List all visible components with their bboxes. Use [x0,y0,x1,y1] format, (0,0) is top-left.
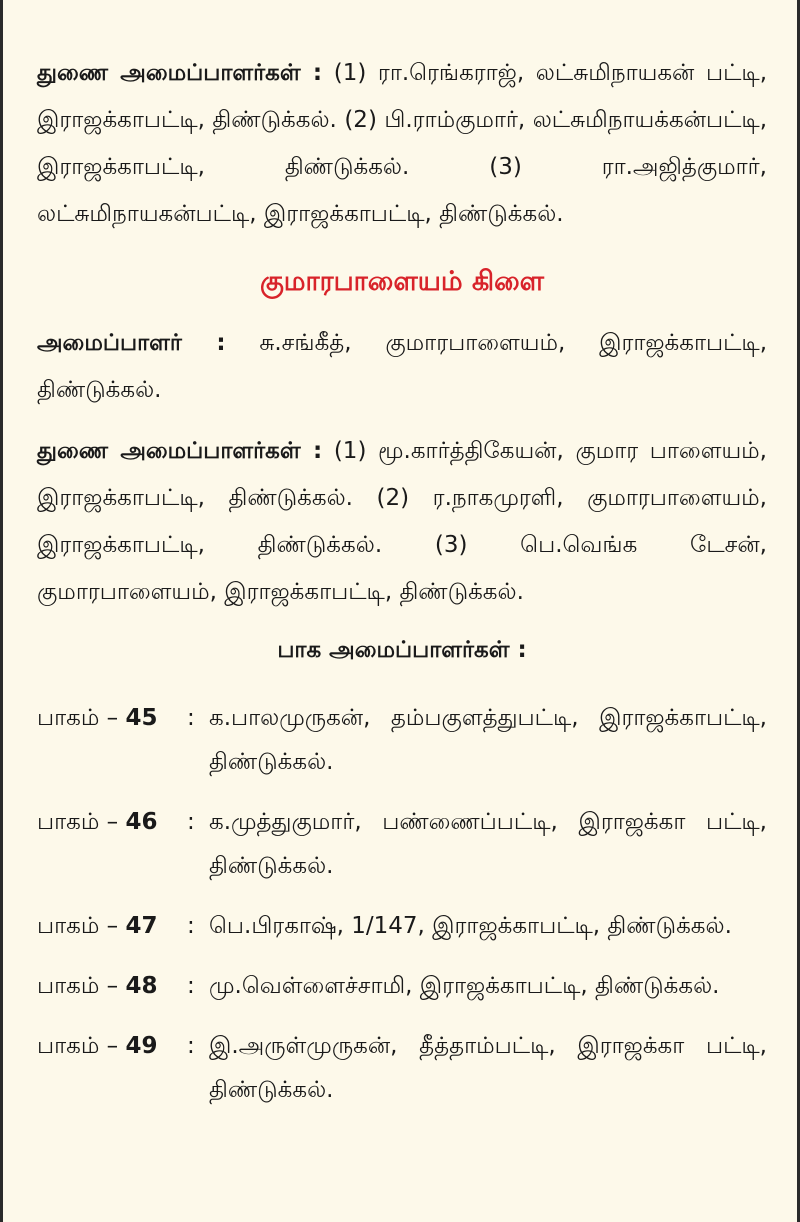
booth-row [37,964,767,1008]
booth-organizer-text: இ.அருள்முருகன், தீத்தாம்பட்டி, இராஜக்கா பட்டி, திண்டுக்கல். [209,1033,767,1103]
booth-row [37,696,767,784]
booth-row [37,904,767,948]
booth-number: 48 [125,973,158,999]
booth-organizer-text: க.முத்துகுமார், பண்ணைப்பட்டி, இராஜக்கா பட்டி, திண்டுக்கல். [209,809,767,879]
booth-organizer-text: க.பாலமுருகன், தம்பகுளத்துபட்டி, இராஜக்காபட்டி, திண்டுக்கல். [209,705,767,775]
booth-colon: : [187,913,195,939]
booth-label-word: பாகம் – [37,913,126,939]
booth-label [37,964,187,1008]
booth-number: 47 [125,913,158,939]
booth-label [37,904,187,948]
branch-organizer-text: சு.சங்கீத், குமாரபாளையம், இராஜக்காபட்டி, திண்டுக்கல். [37,330,768,403]
branch-assistants-label: துணை அமைப்பாளர்கள் : [37,438,323,464]
booth-label [37,1024,187,1112]
booth-label-word: பாகம் – [37,1033,126,1059]
booth-label-word: பாகம் – [37,705,126,731]
booth-label-word: பாகம் – [37,973,126,999]
assistant-organizers-paragraph [37,50,767,238]
booth-colon: : [187,809,195,835]
branch-heading: குமாரபாளையம் கிளை [259,266,545,297]
booth-row [37,800,767,888]
booth-label [37,696,187,784]
booth-number: 49 [125,1033,158,1059]
booth-organizers-heading: பாக அமைப்பாளர்கள் : [277,637,527,663]
booth-colon: : [187,1033,195,1059]
booth-number: 45 [125,705,158,731]
branch-assistants-paragraph [37,428,767,616]
booth-number: 46 [125,809,158,835]
booth-organizer-text: பெ.பிரகாஷ், 1/147, இராஜக்காபட்டி, திண்டுக்கல். [209,913,732,939]
booth-organizer-text: மு.வெள்ளைச்சாமி, இராஜக்காபட்டி, திண்டுக்கல். [209,973,720,999]
booth-label [37,800,187,888]
branch-organizer-label: அமைப்பாளர் : [37,330,226,356]
branch-assistants-text: (1) மூ.கார்த்திகேயன், குமார பாளையம், இராஜக்காபட்டி, திண்டுக்கல். (2) ர.நாகமுரளி, குமாரபாளையம், இராஜக்காபட்டி, திண்டுக்கல். (3) பெ.வெங்க டேசன், குமாரபாளையம், இராஜக்காபட்டி, திண்டுக்கல். [37,438,767,605]
booth-colon: : [187,705,195,731]
booth-row [37,1024,767,1112]
booth-label-word: பாகம் – [37,809,126,835]
branch-organizer-paragraph [37,320,767,414]
booth-colon: : [187,973,195,999]
assistant-organizers-text: (1) ரா.ரெங்கராஜ், லட்சுமிநாயகன் பட்டி, இராஜக்காபட்டி, திண்டுக்கல். (2) பி.ராம்குமார், லட்சுமிநாயக்கன்பட்டி, இராஜக்காபட்டி, திண்டுக்கல். (3) ரா.அஜித்குமார், லட்சுமிநாயகன்பட்டி, இராஜக்காபட்டி, திண்டுக்கல். [37,60,767,227]
assistant-organizers-label: துணை அமைப்பாளர்கள் : [37,60,323,86]
